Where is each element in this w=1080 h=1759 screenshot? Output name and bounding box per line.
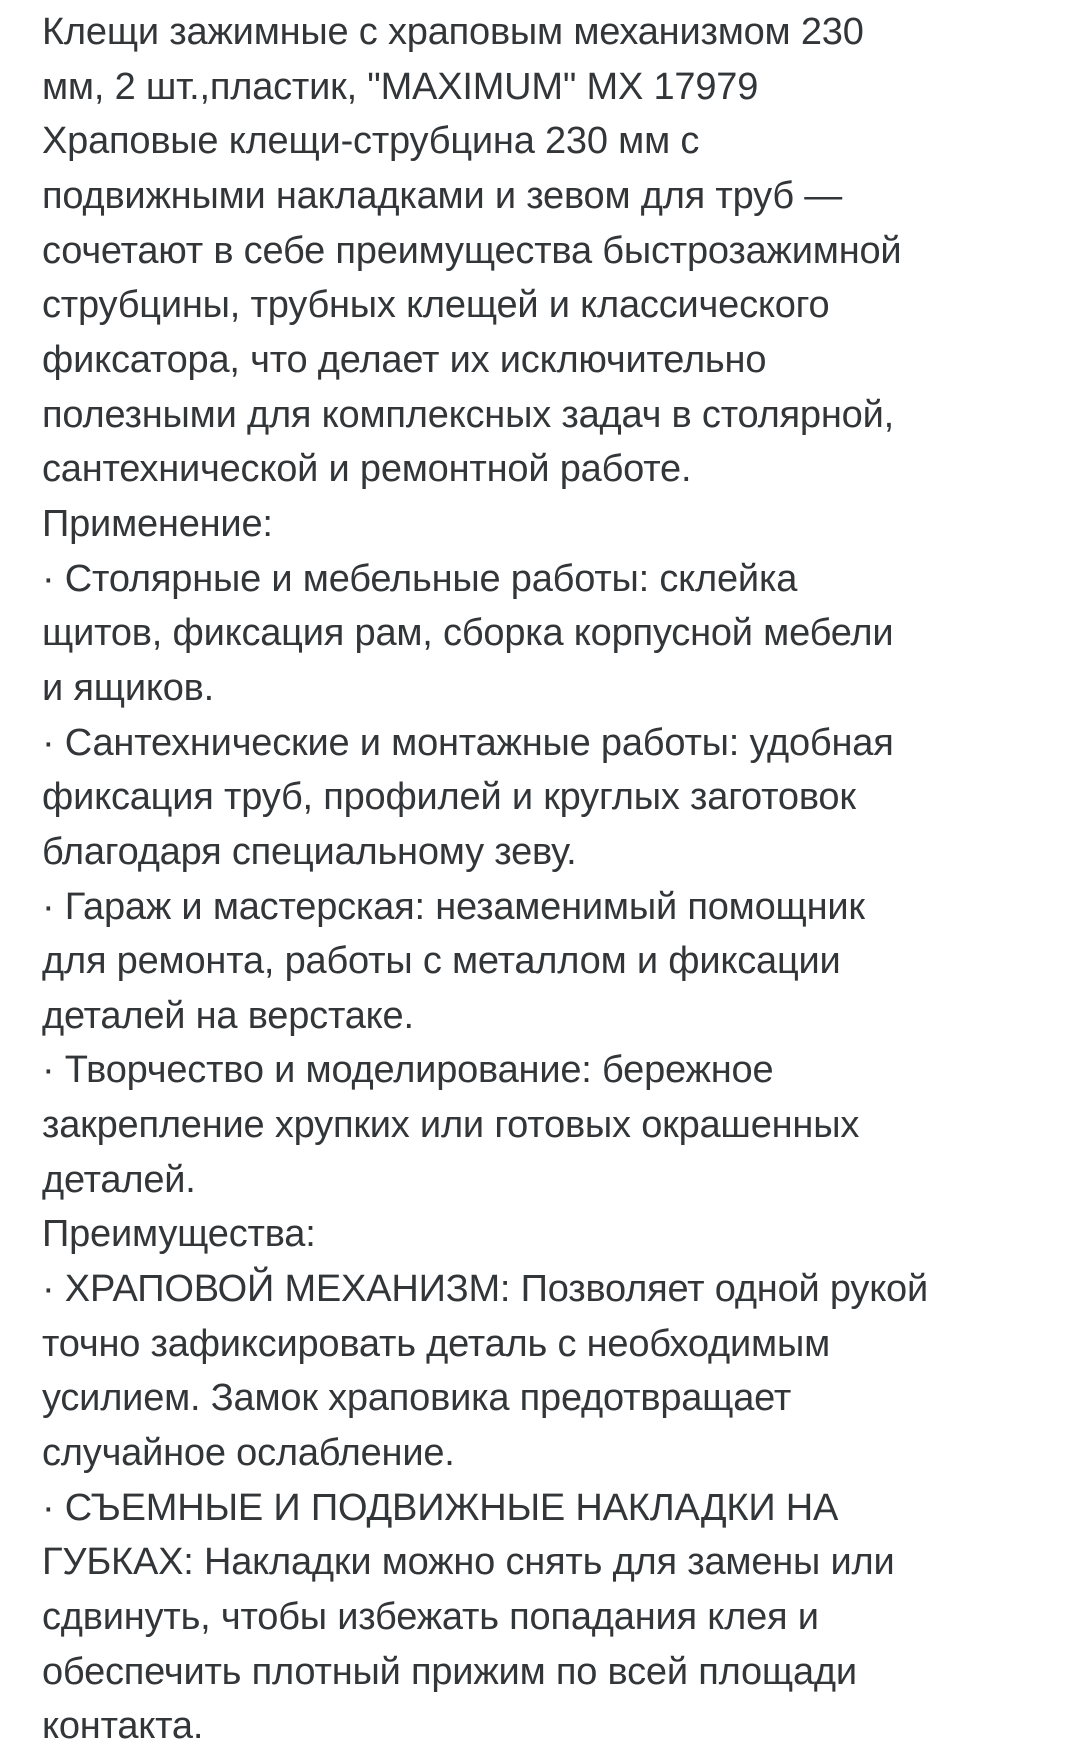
section-heading-advantages: Преимущества:	[42, 1213, 316, 1256]
bullet-item-line: контакта.	[42, 1705, 204, 1748]
bullet-item-line: усилием. Замок храповика предотвращает	[42, 1377, 792, 1420]
bullet-item-line: благодаря специальному зеву.	[42, 830, 577, 873]
product-title-line: Клещи зажимные с храповым механизмом 230	[42, 11, 864, 53]
product-title-line: мм, 2 шт.,пластик, "MAXIMUM" MX 17979	[42, 65, 759, 108]
bullet-item-line: случайное ослабление.	[42, 1432, 455, 1475]
description-line: сочетают в себе преимущества быстрозажимной	[42, 229, 902, 272]
bullet-item-line: деталей на верстаке.	[42, 994, 414, 1037]
bullet-item-line: сдвинуть, чтобы избежать попадания клея и	[42, 1596, 819, 1639]
bullet-item-line: · Сантехнические и монтажные работы: удобная	[42, 721, 894, 764]
bullet-item-line: ГУБКАХ: Накладки можно снять для замены или	[42, 1541, 895, 1584]
bullet-item-line: щитов, фиксация рам, сборка корпусной мебели	[42, 612, 894, 655]
description-line: сантехнической и ремонтной работе.	[42, 448, 692, 491]
bullet-item-line: и ящиков.	[42, 666, 214, 709]
bullet-item-line: · Творчество и моделирование: бережное	[42, 1049, 774, 1092]
section-heading-application: Применение:	[42, 502, 273, 545]
bullet-item-line: · ХРАПОВОЙ МЕХАНИЗМ: Позволяет одной рукой	[42, 1268, 929, 1311]
bullet-item-line: обеспечить плотный прижим по всей площади	[42, 1650, 857, 1693]
description-line: Храповые клещи-струбцина 230 мм с	[42, 120, 700, 163]
description-line: фиксатора, что делает их исключительно	[42, 338, 767, 381]
bullet-item-line: закрепление хрупких или готовых окрашенных	[42, 1104, 860, 1147]
bullet-item-line: деталей.	[42, 1158, 196, 1201]
bullet-item-line: фиксация труб, профилей и круглых заготовок	[42, 776, 856, 819]
bullet-item-line: для ремонта, работы с металлом и фиксации	[42, 940, 841, 983]
bullet-item-line: · СЪЕМНЫЕ И ПОДВИЖНЫЕ НАКЛАДКИ НА	[42, 1486, 839, 1529]
description-line: струбцины, трубных клещей и классического	[42, 284, 830, 327]
bullet-item-line: · Гараж и мастерская: незаменимый помощник	[42, 885, 865, 928]
description-line: полезными для комплексных задач в столярной,	[42, 393, 894, 436]
description-line: подвижными накладками и зевом для труб —	[42, 174, 843, 217]
bullet-item-line: · Столярные и мебельные работы: склейка	[42, 557, 798, 600]
bullet-item-line: точно зафиксировать деталь с необходимым	[42, 1322, 830, 1365]
